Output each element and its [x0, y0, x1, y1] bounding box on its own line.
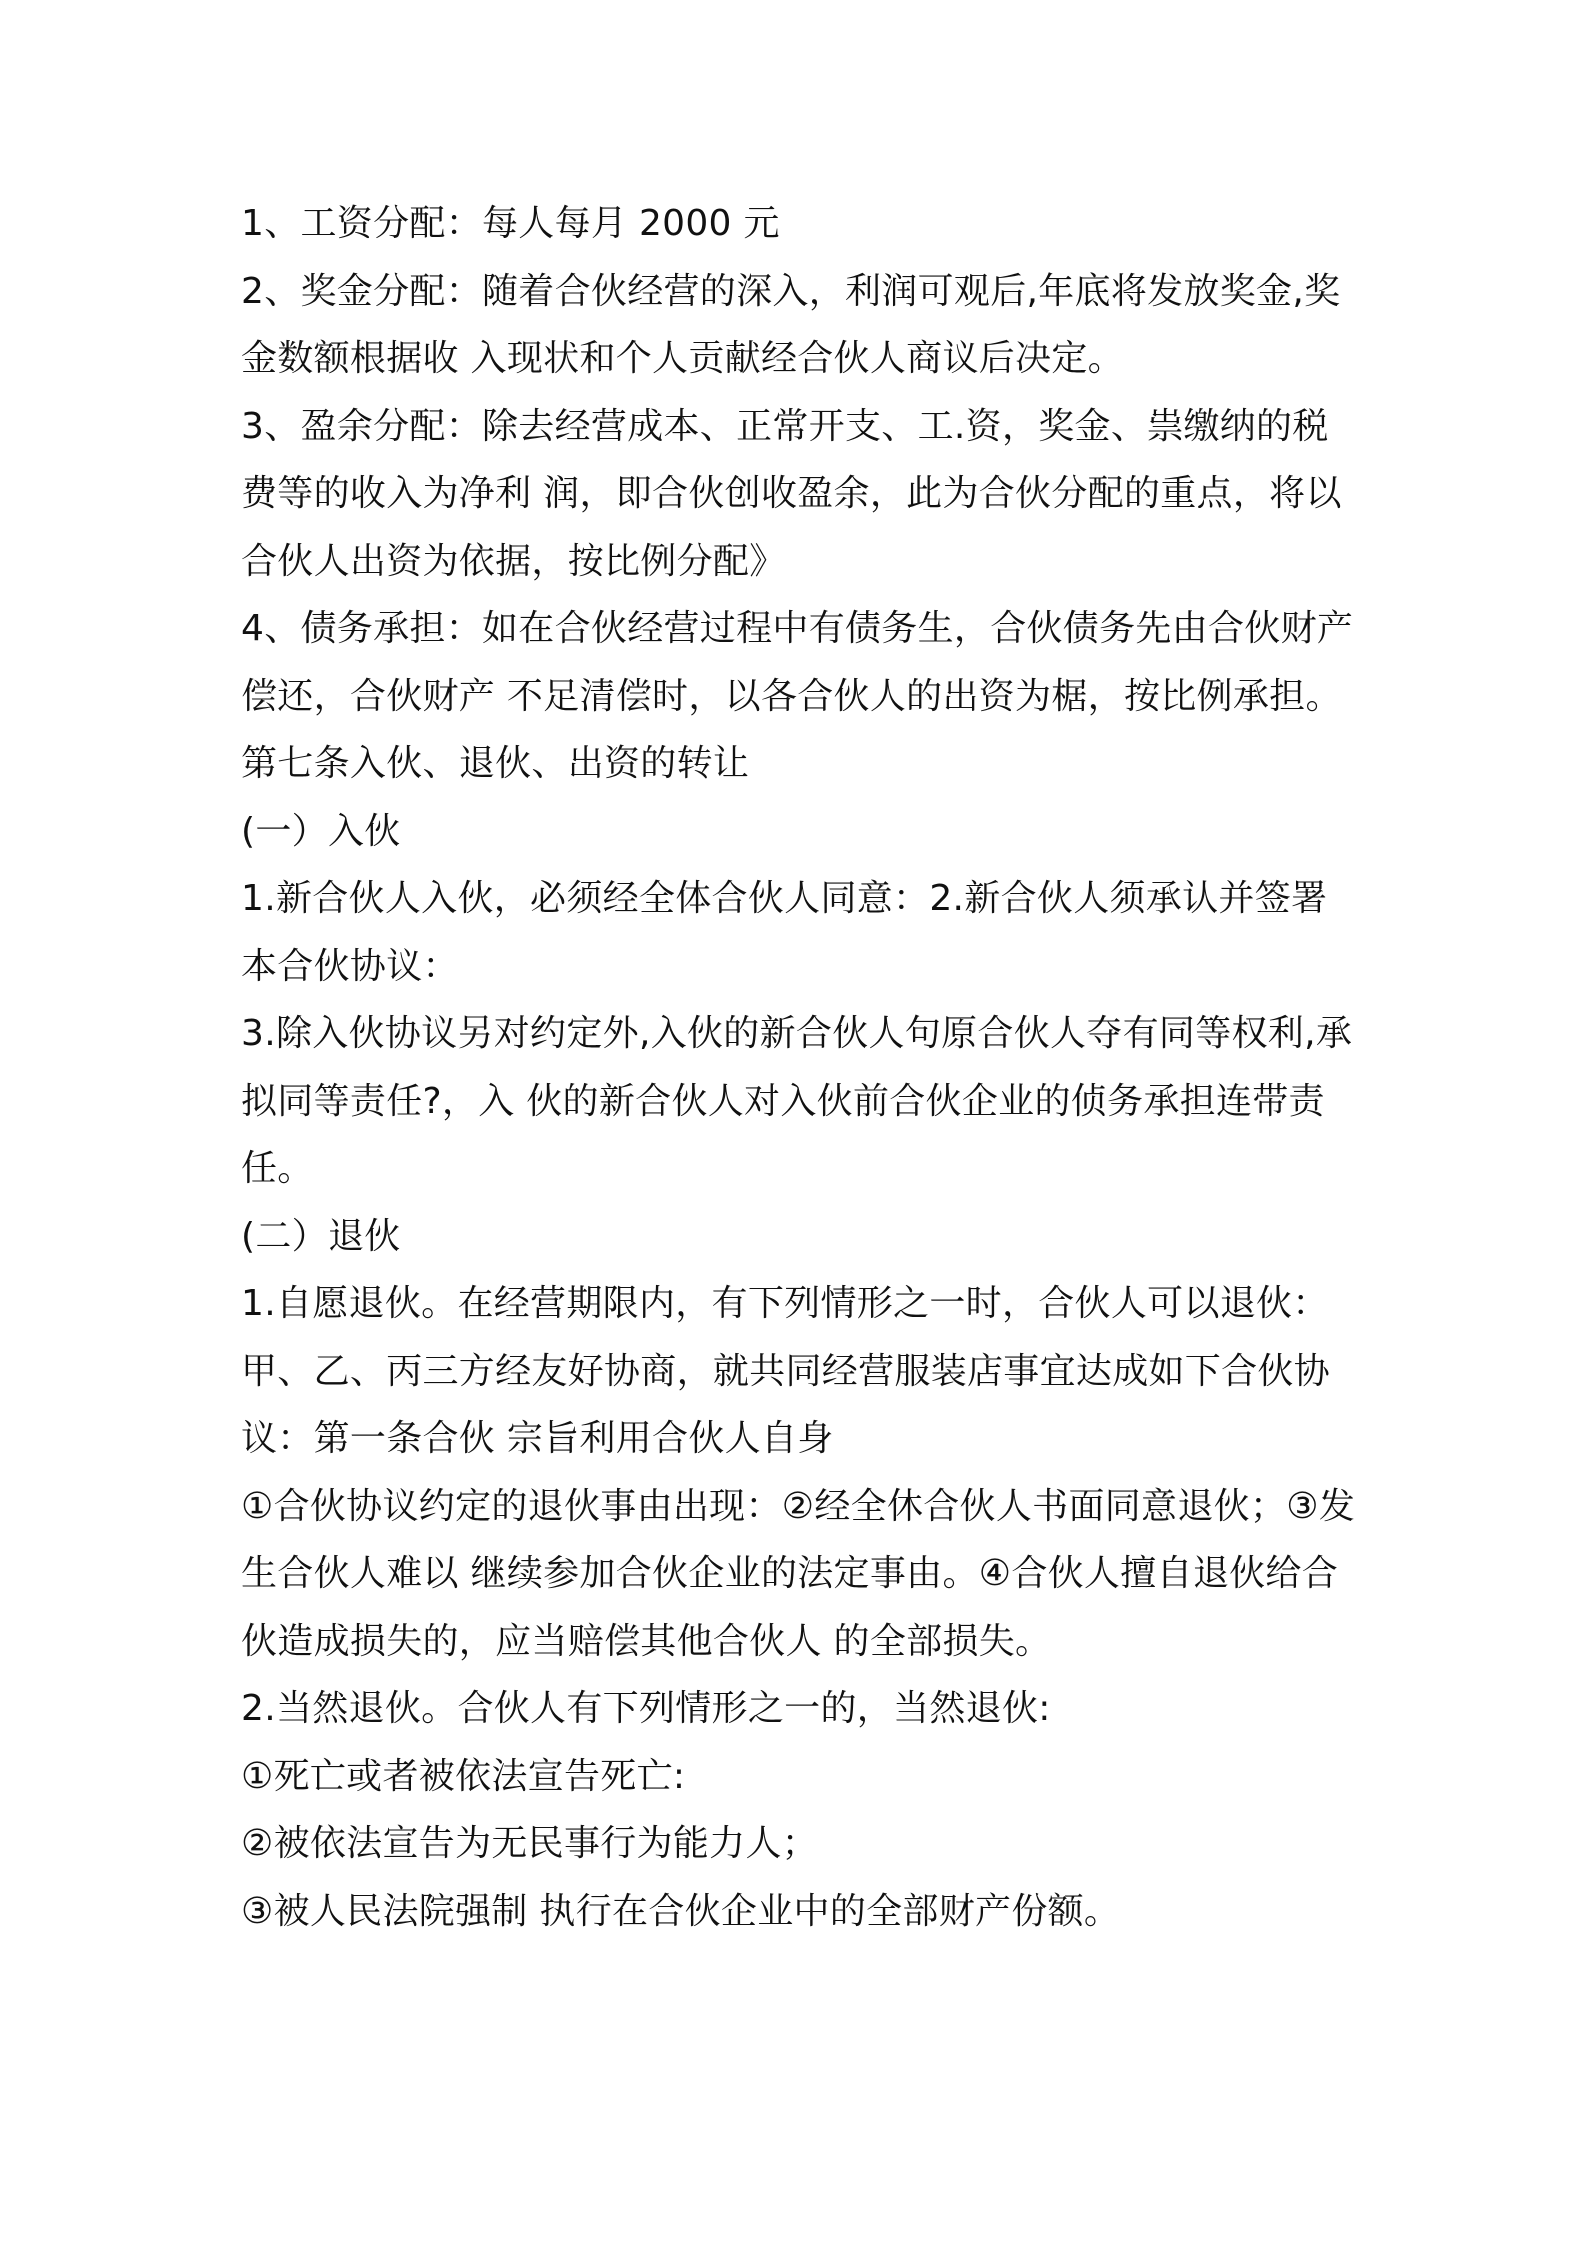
- paragraph-automatic-withdrawal: 2.当然退伙。合伙人有下列情形之一的，当然退伙:: [241, 1688, 1051, 1729]
- paragraph-wage-distribution: 1、工资分配：每人每月 2000 元: [241, 203, 780, 244]
- paragraph-voluntary-withdrawal: 1.自愿退伙。在经营期限内，有下列情形之一时，合伙人可以退伙：甲、乙、丙三方经友好协商，就共同经营服装店事宜达成如下合伙协议：第一条合伙 宗旨利用合伙人自身: [241, 1283, 1331, 1459]
- paragraph-joining-consent: 1.新合伙人入伙，必须经全体合伙人同意：2.新合伙人须承认并签署本合伙协议：: [241, 878, 1328, 987]
- paragraph-joining-rights: 3.除入伙协议另对约定外,入伙的新合伙人句原合伙人夺有同等权利,承拟同等责任?，入 伙的新合伙人对入伙前合伙企业的侦务承担连带责任。: [241, 1013, 1353, 1189]
- subheading-joining: (一）入伙: [241, 810, 401, 852]
- subheading-withdrawal: (二）退伙: [241, 1215, 401, 1257]
- paragraph-withdrawal-conditions: ①合伙协议约定的退伙事由出现：②经全休合伙人书面同意退伙；③发生合伙人难以 继续参加合伙企业的法定事由。④合伙人擅自退伙给合伙造成损失的，应当赔偿其他合伙人 的全部损失。: [241, 1485, 1356, 1662]
- paragraph-surplus-distribution: 3、盈余分配：除去经营成本、正常开支、工.资，奖金、祟缴纳的税费等的收入为净利 润，即合伙创收盈余，此为合伙分配的重点，将以合伙人出资为依据，按比例分配》: [241, 405, 1342, 582]
- paragraph-debt-bearing: 4、债务承担：如在合伙经营过程中有债务生，合伙债务先由合伙财产偿还，合伙财产 不足清偿时，以各合伙人的出资为椐，按比例承担。: [241, 608, 1354, 717]
- document-body: [241, 190, 1361, 1945]
- list-item-death: ①死亡或者被依法宣告死亡:: [241, 1755, 686, 1797]
- list-item-incapacity: ②被依法宣告为无民事行为能力人；: [241, 1823, 819, 1864]
- paragraph-bonus-distribution: 2、奖金分配：随着合伙经营的深入，利润可观后,年底将发放奖金,奖金数额根据收 入现状和个人贡献经合伙人商议后决定。: [241, 270, 1341, 379]
- list-item-enforcement: ③被人民法院强制 执行在合伙企业中的全部财产份额。: [241, 1890, 1121, 1932]
- section-heading-article-seven: 第七条入伙、退伙、出资的转让: [241, 743, 750, 784]
